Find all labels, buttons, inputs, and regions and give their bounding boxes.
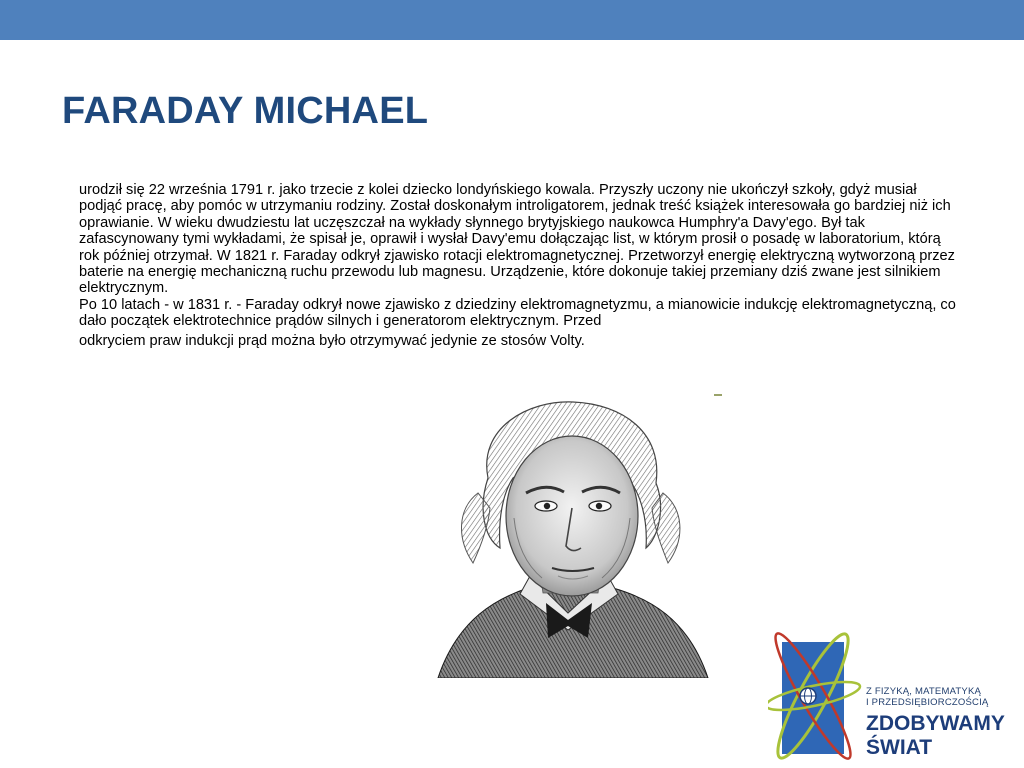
portrait-image: [418, 398, 723, 678]
logo-tagline-line2: I PRZEDSIĘBIORCZOŚCIĄ: [866, 697, 989, 708]
paragraph-induction: Po 10 latach - w 1831 r. - Faraday odkrył nowe zjawisko z dziedziny elektromagnetyzmu, a mianowicie indukcję elektromagnetyczną, co dało początek elektrotechnice prądów silnych i generatorom elektrycznym. Przed: [79, 296, 956, 330]
decorative-mark: [714, 394, 722, 396]
logo-brand-line1: ZDOBYWAMY: [866, 712, 1005, 735]
top-accent-bar: [0, 0, 1024, 40]
paragraph-biography: urodził się 22 września 1791 r. jako trzecie z kolei dziecko londyńskiego kowala. Przyszły uczony nie ukończył szkoły, gdyż musiał podjąć pracę, aby pomóc w utrzymaniu rodziny. Został doskonałym introligatorem, jednak treść książek interesowała go bardziej niż ich oprawianie. W wieku dwudziestu lat uczęszczał na wykłady słynnego brytyjskiego naukowca Humphry'a Davy'ego. Był tak zafascynowany tymi wykładami, że spisał je, oprawił i wysłał Davy'emu dołączając list, w którym prosił o posadę w laboratorium, którą rok później otrzymał. W 1821 r. Faraday odkrył zjawisko rotacji elektromagnetycznej. Przetworzył energię elektryczną wytworzoną przez baterie na energię mechaniczną ruchu przewodu lub magnesu. Urządzenie, które dokonuje takiej przemiany dziś zwane jest silnikiem elektrycznym.: [79, 182, 955, 297]
logo-brand-line2: ŚWIAT: [866, 736, 933, 759]
logo-wordmark: [866, 686, 1024, 760]
slide-body-text: [79, 182, 959, 349]
slide-title: FARADAY MICHAEL: [62, 90, 429, 132]
project-logo: [768, 622, 1024, 768]
paragraph-volta: odkryciem praw indukcji prąd można było otrzymywać jedynie ze stosów Volty.: [79, 332, 585, 349]
logo-tagline-line1: Z FIZYKĄ, MATEMATYKĄ: [866, 686, 982, 697]
atom-globe-icon: [768, 622, 878, 768]
